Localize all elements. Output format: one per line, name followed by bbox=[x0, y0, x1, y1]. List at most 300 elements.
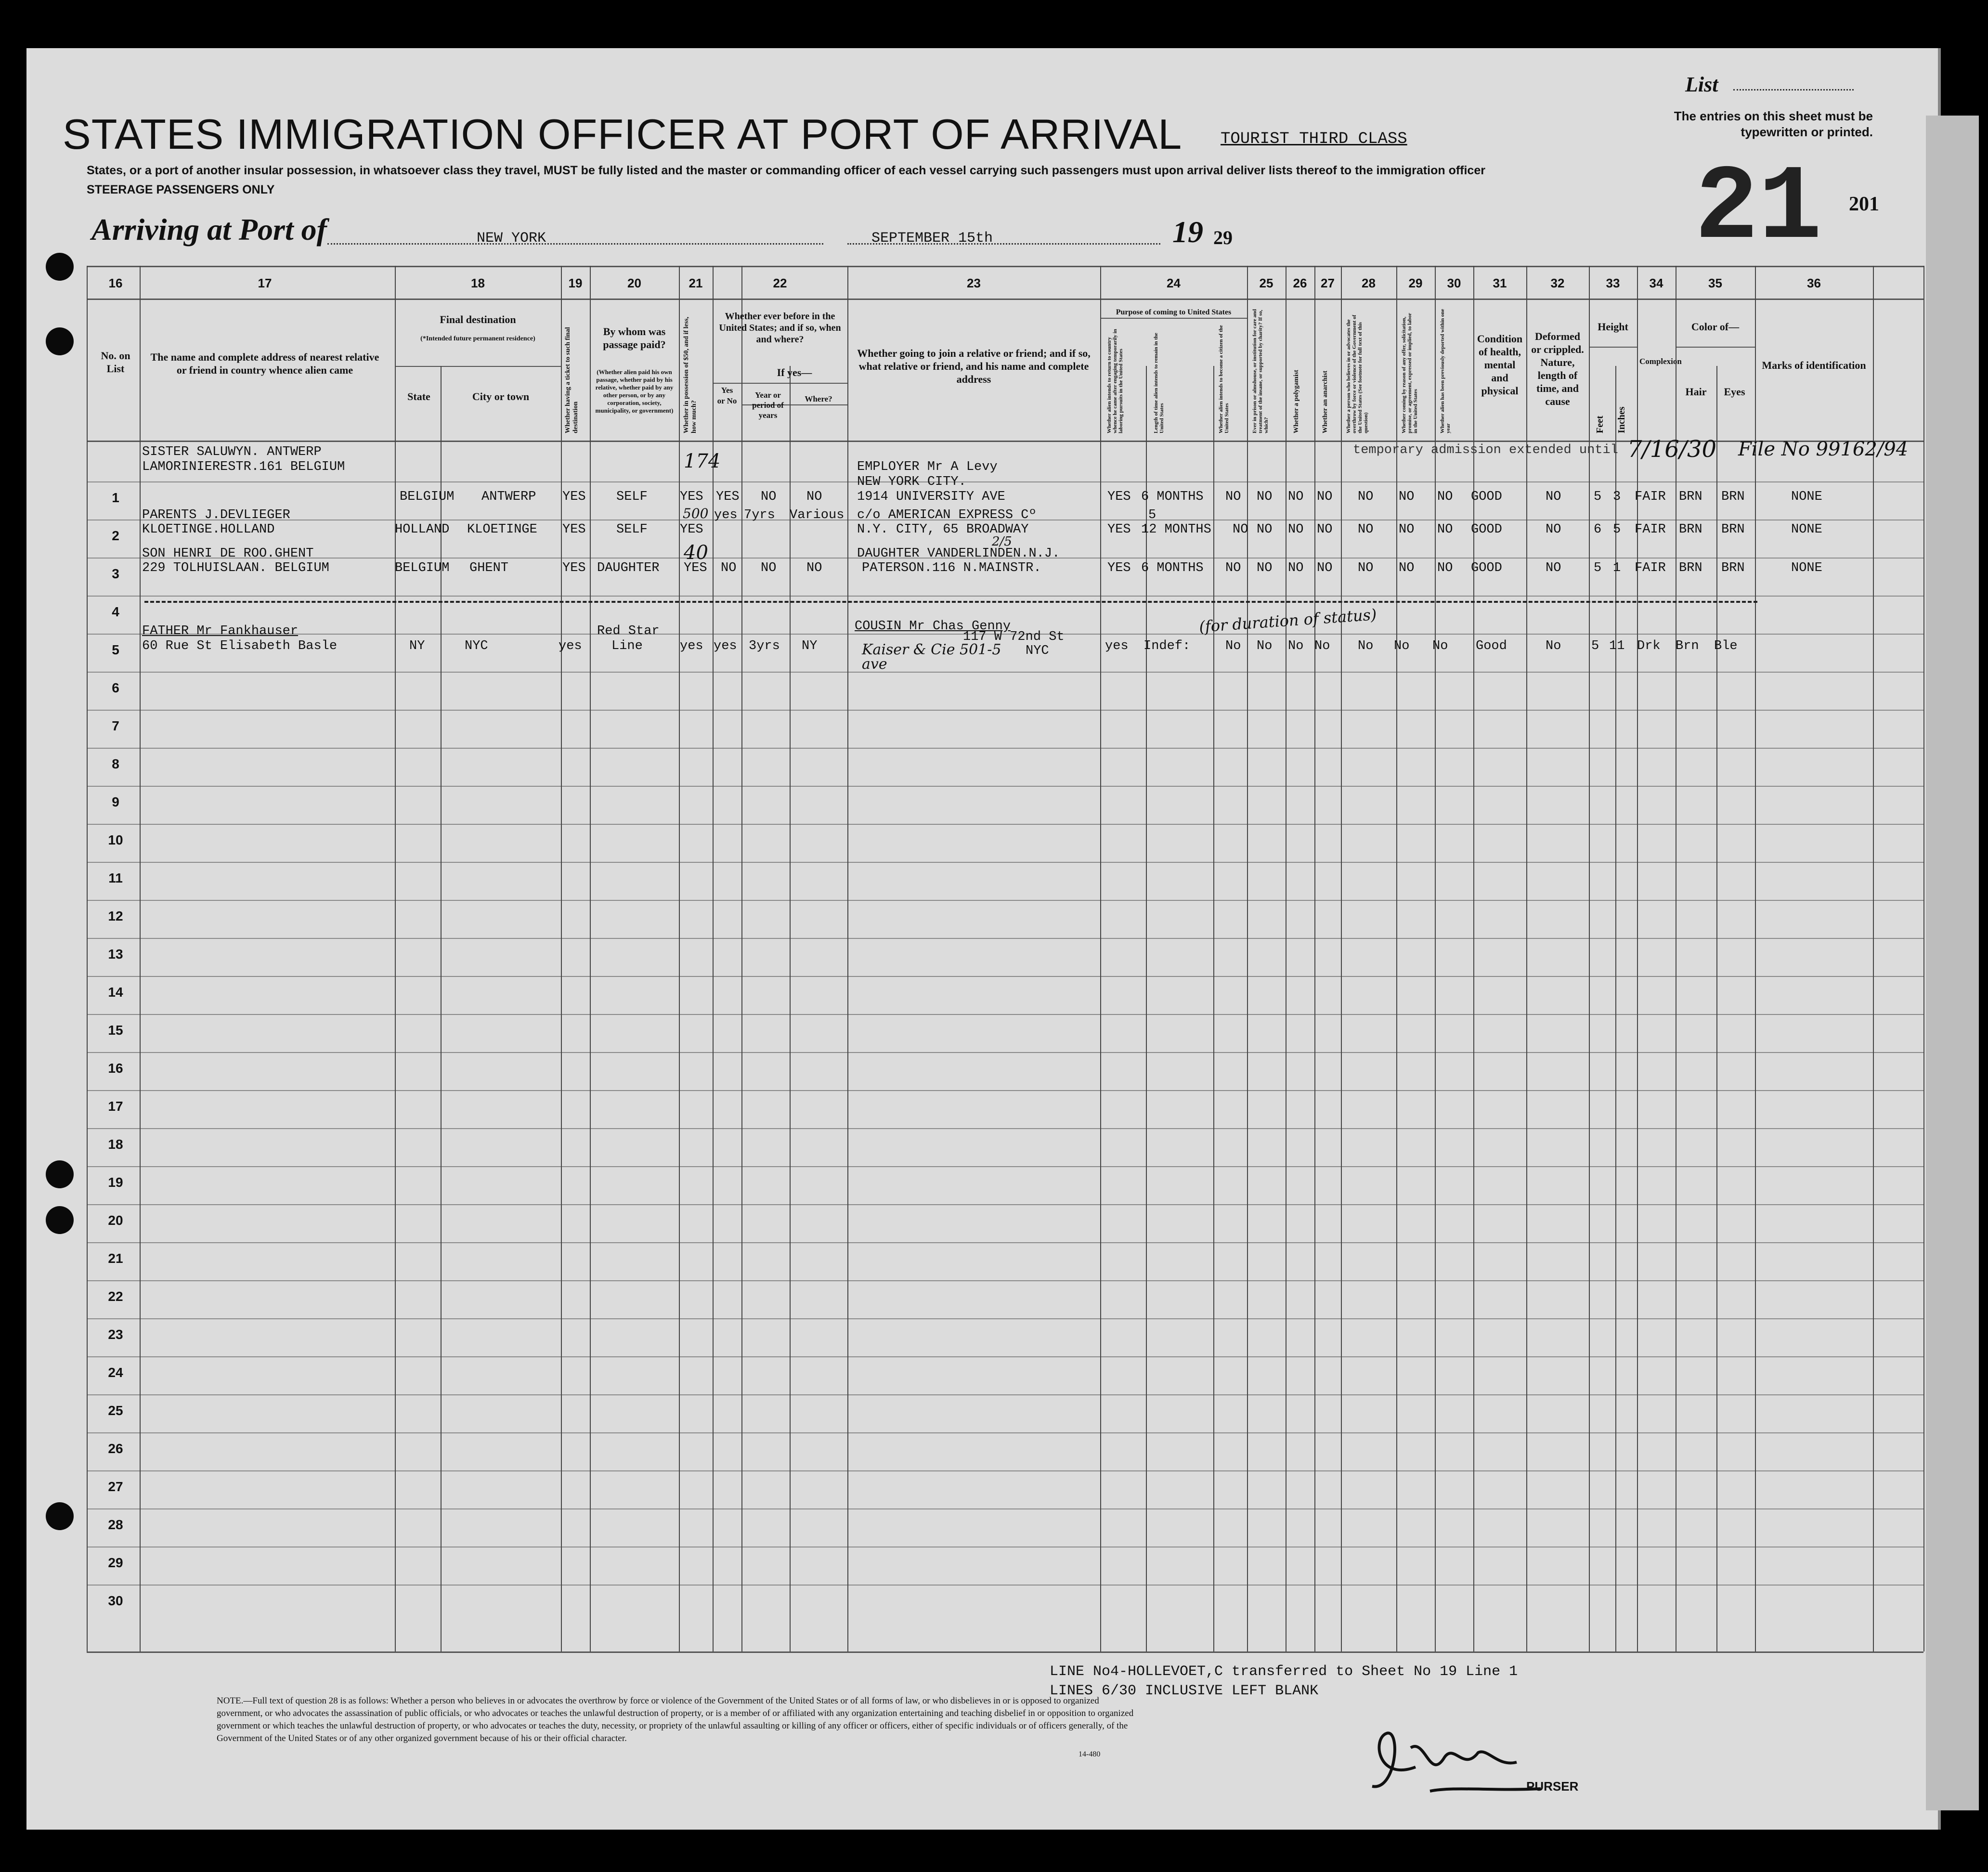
column-number: 26 bbox=[1293, 276, 1307, 290]
row-number: 11 bbox=[108, 871, 123, 885]
row5-deformed: No bbox=[1546, 639, 1561, 653]
row-number: 3 bbox=[112, 566, 119, 581]
header-prison: Ever in prison or almshouse, or institution for care and treatment of the insane, or supported by charity? If so, which? bbox=[1252, 309, 1269, 433]
row2-offer: NO bbox=[1399, 522, 1415, 537]
row2-overthrow: NO bbox=[1358, 522, 1374, 537]
year-prefix: 19 bbox=[1172, 215, 1203, 249]
row-number: 9 bbox=[112, 794, 119, 809]
row3-hair: BRN bbox=[1679, 561, 1702, 575]
form-title: STATES IMMIGRATION OFFICER AT PORT OF ARRIVAL bbox=[63, 110, 1182, 158]
column-rule bbox=[679, 266, 680, 1651]
table-rule bbox=[87, 299, 1923, 300]
row-rule bbox=[87, 672, 1923, 673]
row2-city: KLOETINGE bbox=[467, 522, 537, 537]
row2-ticket: YES bbox=[562, 522, 586, 537]
row-rule bbox=[87, 976, 1923, 977]
row3-polygamist: NO bbox=[1288, 561, 1304, 575]
row2-where: Various bbox=[790, 508, 845, 522]
row1-money: YES bbox=[680, 490, 703, 504]
header-health: Condition of health, mental and physical bbox=[1477, 333, 1523, 397]
row3-state: BELGIUM bbox=[395, 561, 450, 575]
row-number: 15 bbox=[108, 1023, 123, 1038]
temporary-admission-date: 7/16/30 bbox=[1627, 436, 1717, 463]
column-rule bbox=[1341, 266, 1342, 1651]
punch-hole bbox=[46, 1502, 74, 1530]
row-number: 18 bbox=[108, 1137, 123, 1152]
header-rule bbox=[1589, 347, 1637, 348]
row2-eyes: BRN bbox=[1721, 522, 1745, 537]
row5-deported: No bbox=[1432, 639, 1448, 653]
list-label: List bbox=[1685, 73, 1718, 96]
column-number: 19 bbox=[568, 276, 583, 290]
punch-hole bbox=[46, 1160, 74, 1188]
row1-feet: 5 bbox=[1594, 490, 1602, 504]
row5-inches: 11 bbox=[1609, 639, 1625, 653]
table-rule bbox=[87, 266, 1923, 267]
column-rule bbox=[1314, 266, 1315, 1651]
row4-dashed-line bbox=[144, 601, 1757, 603]
row3-relative-line2: 229 TOLHUISLAAN. BELGIUM bbox=[142, 561, 329, 575]
column-rule bbox=[1146, 366, 1147, 1651]
header-color-of: Color of— bbox=[1691, 321, 1740, 333]
column-number: 22 bbox=[773, 276, 787, 290]
row2-deformed: NO bbox=[1546, 522, 1561, 537]
row-number: 1 bbox=[112, 490, 119, 505]
column-rule bbox=[1435, 266, 1436, 1651]
row5-passage-line1: Red Star bbox=[597, 624, 660, 638]
sheet-number: 21 bbox=[1695, 149, 1822, 269]
header-complexion: Complexion bbox=[1639, 357, 1682, 366]
blank-lines-note: LINES 6/30 INCLUSIVE LEFT BLANK bbox=[1050, 1683, 1319, 1699]
row1-where: NO bbox=[806, 490, 822, 504]
row2-marks: NONE bbox=[1791, 522, 1822, 537]
row-rule bbox=[87, 710, 1923, 711]
column-rule bbox=[1755, 266, 1756, 1651]
page-number: 201 bbox=[1849, 193, 1879, 215]
row5-hair: Brn bbox=[1676, 639, 1699, 653]
column-number: 27 bbox=[1321, 276, 1335, 290]
row-rule bbox=[87, 1052, 1923, 1053]
row3-purpose-return: YES bbox=[1107, 561, 1131, 575]
column-rule bbox=[1396, 266, 1397, 1651]
row1-health: GOOD bbox=[1471, 490, 1502, 504]
form-number: 14-480 bbox=[1078, 1750, 1101, 1758]
row3-marks: NONE bbox=[1791, 561, 1822, 575]
row3-overthrow: NO bbox=[1358, 561, 1374, 575]
row5-feet: 5 bbox=[1591, 639, 1599, 653]
row3-prison: NO bbox=[1257, 561, 1273, 575]
row1-inches: 3 bbox=[1613, 490, 1621, 504]
date-value: SEPTEMBER 15th bbox=[871, 230, 993, 247]
row2-before: yes bbox=[714, 508, 738, 522]
row3-purpose-citizen: NO bbox=[1225, 561, 1241, 575]
row1-purpose-citizen: NO bbox=[1225, 490, 1241, 504]
row-number: 4 bbox=[112, 604, 119, 619]
punch-hole bbox=[46, 1206, 74, 1234]
row1-overthrow: NO bbox=[1358, 490, 1374, 504]
row5-health: Good bbox=[1476, 639, 1507, 653]
row3-money-amount: 40 bbox=[684, 542, 708, 564]
row2-relative-line2: KLOETINGE.HOLLAND bbox=[142, 522, 275, 537]
row5-offer: No bbox=[1394, 639, 1410, 653]
row-rule bbox=[87, 900, 1923, 901]
row-number: 14 bbox=[108, 985, 123, 1000]
column-rule bbox=[1716, 366, 1717, 1651]
row-number: 25 bbox=[108, 1403, 123, 1418]
row1-deported: NO bbox=[1437, 490, 1453, 504]
row1-city: ANTWERP bbox=[481, 490, 536, 504]
row5-relative-line1: FATHER Mr Fankhauser bbox=[142, 624, 299, 638]
column-number: 34 bbox=[1649, 276, 1663, 290]
header-passage-note: (Whether alien paid his own passage, whether paid by his relative, whether paid by any other person, or by any corporation, society, municipality, or government) bbox=[595, 368, 674, 414]
year-suffix: 29 bbox=[1213, 227, 1233, 248]
header-final-destination: Final destination bbox=[440, 313, 516, 325]
row1-polygamist: NO bbox=[1288, 490, 1304, 504]
row2-join-extra: 2/5 bbox=[992, 534, 1012, 549]
file-number: File No 99162/94 bbox=[1738, 438, 1909, 460]
steerage-label: STEERAGE PASSENGERS ONLY bbox=[87, 183, 275, 196]
entries-note: The entries on this sheet must be typewritten or printed. bbox=[1674, 109, 1873, 139]
header-purpose-return: Whether alien intends to return to country whence he came after engaging temporarily in laboring pursuits in the United States bbox=[1106, 329, 1124, 433]
column-number: 18 bbox=[471, 276, 485, 290]
row3-before: NO bbox=[721, 561, 737, 575]
column-rule bbox=[87, 266, 88, 1651]
row2-purpose-length: 12 MONTHS bbox=[1141, 522, 1211, 537]
column-number: 21 bbox=[689, 276, 703, 290]
header-height: Height bbox=[1598, 321, 1628, 333]
header-state: State bbox=[407, 390, 430, 403]
row-number: 21 bbox=[108, 1251, 123, 1266]
row-rule bbox=[87, 1470, 1923, 1471]
row-rule bbox=[87, 1166, 1923, 1167]
row-rule bbox=[87, 1280, 1923, 1281]
row5-period: 3yrs bbox=[749, 639, 780, 653]
header-before: Whether ever before in the United States; and if so, when and where? bbox=[719, 311, 841, 345]
row2-passage: SELF bbox=[616, 522, 648, 537]
column-number: 31 bbox=[1493, 276, 1507, 290]
class-label: TOURIST THIRD CLASS bbox=[1221, 130, 1407, 148]
header-eyes: Eyes bbox=[1724, 386, 1745, 398]
row1-deformed: NO bbox=[1546, 490, 1561, 504]
row-number: 10 bbox=[108, 832, 123, 847]
row5-purpose-return: yes bbox=[1105, 639, 1129, 653]
header-where: Where? bbox=[805, 394, 832, 403]
purser-label: PURSER bbox=[1526, 1779, 1579, 1794]
header-marks: Marks of identification bbox=[1762, 359, 1866, 371]
row3-feet: 5 bbox=[1594, 561, 1602, 575]
header-year-period: Year or period of years bbox=[752, 390, 784, 420]
column-number: 36 bbox=[1807, 276, 1821, 290]
row3-deformed: NO bbox=[1546, 561, 1561, 575]
row2-money-amount: 500 bbox=[683, 506, 709, 521]
header-joining: Whether going to join a relative or friend; and if so, what relative or friend, and his name and complete address bbox=[857, 347, 1091, 385]
header-deported: Whether alien has been previously deported within one year bbox=[1440, 309, 1451, 433]
column-number: 24 bbox=[1167, 276, 1181, 290]
column-rule bbox=[140, 266, 141, 1651]
row3-where: NO bbox=[806, 561, 822, 575]
row1-join-line3: 1914 UNIVERSITY AVE bbox=[857, 490, 1005, 504]
row-number: 28 bbox=[108, 1517, 123, 1532]
header-hair: Hair bbox=[1685, 386, 1707, 398]
row-rule bbox=[87, 1014, 1923, 1015]
column-number: 23 bbox=[967, 276, 981, 290]
column-rule bbox=[790, 366, 791, 1651]
row3-ticket: YES bbox=[562, 561, 586, 575]
row5-join-line2: 117 W 72nd St bbox=[963, 630, 1065, 644]
row1-money-amount: 174 bbox=[684, 450, 721, 472]
row2-relative-line1: PARENTS J.DEVLIEGER bbox=[142, 508, 290, 522]
column-number: 17 bbox=[258, 276, 272, 290]
row2-inches: 5 bbox=[1613, 522, 1621, 537]
row-rule bbox=[87, 1242, 1923, 1243]
row5-before: yes bbox=[714, 639, 737, 653]
row2-complexion: FAIR bbox=[1635, 522, 1666, 537]
row-rule bbox=[87, 1318, 1923, 1319]
row5-city: NYC bbox=[465, 639, 488, 653]
row1-prison: NO bbox=[1257, 490, 1273, 504]
row3-eyes: BRN bbox=[1721, 561, 1745, 575]
footnote: NOTE.—Full text of question 28 is as follows: Whether a person who believes in or advocates the overthrow by force or violence of the Government of the United States or of all forms of law, or who disbelieves in or is opposed to organized government, or who advocates the assassination of public officials, or who advocates or teaches the unlawful destruction of property, or is a member of or affiliated with any organization entertaining and teaching disbelief in or opposition to organized government or which teaches the unlawful destruction of property, or who advocates or teaches the duty, necessity, or propriety of the unlawful assaulting or killing of any officer or officers, either of specific individuals or of officers generally, of the Government of the United States or of any other organized government because of his or their official character. bbox=[217, 1696, 1134, 1743]
column-rule bbox=[1615, 366, 1616, 1651]
row-number: 20 bbox=[108, 1213, 123, 1228]
row5-passage-line2: Line bbox=[611, 639, 643, 653]
column-number: 33 bbox=[1606, 276, 1620, 290]
column-rule bbox=[395, 266, 396, 1651]
header-yes-no: Yes or No bbox=[717, 386, 737, 405]
row2-length-extra: 5 bbox=[1148, 508, 1156, 522]
column-rule bbox=[713, 266, 714, 1651]
row-number: 7 bbox=[112, 718, 119, 733]
header-anarchist: Whether an anarchist bbox=[1322, 370, 1329, 433]
row2-hair: BRN bbox=[1679, 522, 1702, 537]
form-instructions: States, or a port of another insular possession, in whatsoever class they travel, MUST be fully listed and the master or commanding officer of each vessel carrying such passengers must upon arrival deliver lists thereof to the immigration officer bbox=[87, 164, 1485, 177]
row-number: 26 bbox=[108, 1441, 123, 1456]
row-rule bbox=[87, 1508, 1923, 1509]
row3-deported: NO bbox=[1437, 561, 1453, 575]
row2-polygamist: NO bbox=[1288, 522, 1304, 537]
transfer-note: LINE No4-HOLLEVOET,C transferred to Sheet No 19 Line 1 bbox=[1050, 1664, 1518, 1680]
row5-money: yes bbox=[680, 639, 703, 653]
column-number: 28 bbox=[1362, 276, 1376, 290]
row3-join-line2: PATERSON.116 N.MAINSTR. bbox=[862, 561, 1041, 575]
row3-money: YES bbox=[684, 561, 707, 575]
row3-offer: NO bbox=[1399, 561, 1415, 575]
row3-passage: DAUGHTER bbox=[597, 561, 660, 575]
row1-purpose-length: 6 MONTHS bbox=[1141, 490, 1204, 504]
column-rule bbox=[441, 366, 442, 1651]
row-rule bbox=[87, 1394, 1923, 1395]
row3-inches: 1 bbox=[1613, 561, 1621, 575]
row5-purpose-citizen: No bbox=[1225, 639, 1241, 653]
row-number: 30 bbox=[108, 1593, 123, 1608]
row5-join-handwritten: Kaiser & Cie 501-5 ave bbox=[862, 641, 1001, 673]
column-rule bbox=[1247, 266, 1248, 1651]
column-rule bbox=[741, 266, 742, 1651]
row-rule bbox=[87, 1356, 1923, 1357]
row5-where: NY bbox=[802, 639, 818, 653]
header-ticket: Whether having a ticket to such final destination bbox=[564, 327, 579, 433]
manifest-sheet bbox=[26, 48, 1941, 1830]
row5-polygamist: No bbox=[1288, 639, 1304, 653]
row-rule bbox=[87, 1585, 1923, 1586]
row1-hair: BRN bbox=[1679, 490, 1702, 504]
row-number: 5 bbox=[112, 642, 119, 657]
column-number: 25 bbox=[1259, 276, 1273, 290]
column-number: 16 bbox=[108, 276, 123, 290]
row5-state: NY bbox=[409, 639, 425, 653]
row-rule bbox=[87, 1204, 1923, 1205]
row-number: 6 bbox=[112, 680, 119, 695]
row1-join-line2: NEW YORK CITY. bbox=[857, 475, 966, 489]
row1-eyes: BRN bbox=[1721, 490, 1745, 504]
row1-offer: NO bbox=[1399, 490, 1415, 504]
row-rule bbox=[87, 824, 1923, 825]
column-rule bbox=[1873, 266, 1874, 1651]
column-number: 29 bbox=[1408, 276, 1423, 290]
column-rule bbox=[561, 266, 562, 1651]
column-rule bbox=[1526, 266, 1527, 1651]
row-number: 2 bbox=[112, 528, 119, 543]
row5-prison: No bbox=[1257, 639, 1273, 653]
row1-relative-line2: LAMORINIERESTR.161 BELGIUM bbox=[142, 460, 345, 474]
header-money: Whether in possession of $50, and if less, how much? bbox=[683, 316, 698, 433]
row2-join-line1: c/o AMERICAN EXPRESS Cº bbox=[857, 508, 1037, 522]
row1-join-line1: EMPLOYER Mr A Levy bbox=[857, 460, 998, 474]
row-number: 16 bbox=[108, 1061, 123, 1076]
row5-relative-line2: 60 Rue St Elisabeth Basle bbox=[142, 639, 338, 653]
header-final-destination-note: (*Intended future permanent residence) bbox=[420, 335, 535, 342]
row2-period: 7yrs bbox=[744, 508, 775, 522]
row5-purpose-length: Indef: bbox=[1143, 639, 1191, 653]
row5-join-line3: NYC bbox=[1026, 644, 1049, 658]
row2-health: GOOD bbox=[1471, 522, 1502, 537]
header-deformed: Deformed or crippled. Nature, length of time, and cause bbox=[1531, 330, 1584, 407]
row-rule bbox=[87, 596, 1923, 597]
row1-passage: SELF bbox=[616, 490, 648, 504]
row1-marks: NONE bbox=[1791, 490, 1822, 504]
column-number: 35 bbox=[1708, 276, 1722, 290]
row1-relative-line1: SISTER SALUWYN. ANTWERP bbox=[142, 445, 322, 459]
column-rule bbox=[1637, 266, 1638, 1651]
column-rule bbox=[1589, 266, 1590, 1651]
row3-purpose-length: 6 MONTHS bbox=[1141, 561, 1204, 575]
row2-deported: NO bbox=[1437, 522, 1453, 537]
punch-hole bbox=[46, 253, 74, 281]
row-number: 22 bbox=[108, 1289, 123, 1304]
row-number: 17 bbox=[108, 1099, 123, 1114]
header-polygamist: Whether a polygamist bbox=[1293, 370, 1300, 433]
row1-state: BELGIUM bbox=[400, 490, 455, 504]
row-number: 23 bbox=[108, 1327, 123, 1342]
row-rule bbox=[87, 1432, 1923, 1433]
temporary-admission-note: temporary admission extended until bbox=[1353, 443, 1618, 457]
row-number: 13 bbox=[108, 947, 123, 962]
header-passage: By whom was passage paid? bbox=[603, 325, 666, 351]
row5-complexion: Drk bbox=[1637, 639, 1661, 653]
row3-complexion: FAIR bbox=[1635, 561, 1666, 575]
header-feet: Feet bbox=[1595, 416, 1605, 433]
header-inches: Inches bbox=[1616, 406, 1627, 433]
header-city: City or town bbox=[472, 390, 530, 403]
row5-eyes: Ble bbox=[1714, 639, 1738, 653]
row5-overthrow: No bbox=[1358, 639, 1374, 653]
table-rule bbox=[87, 1651, 1923, 1653]
header-rule bbox=[713, 383, 847, 384]
row2-anarchist: NO bbox=[1317, 522, 1333, 537]
row1-before: YES bbox=[716, 490, 740, 504]
header-if-yes: If yes— bbox=[777, 366, 812, 378]
row1-period: NO bbox=[761, 490, 777, 504]
punch-hole bbox=[46, 327, 74, 355]
port-line bbox=[327, 243, 823, 245]
list-blank-line bbox=[1733, 89, 1854, 91]
column-rule bbox=[1100, 266, 1101, 1651]
row-rule bbox=[87, 1090, 1923, 1091]
column-rule bbox=[1473, 266, 1474, 1651]
row2-join-line2: N.Y. CITY, 65 BROADWAY bbox=[857, 522, 1029, 537]
row1-ticket: YES bbox=[562, 490, 586, 504]
column-rule bbox=[1923, 266, 1924, 1651]
header-rule bbox=[1676, 347, 1755, 348]
underlying-sheet-edge bbox=[1926, 116, 1979, 1810]
row-rule bbox=[87, 748, 1923, 749]
row-rule bbox=[87, 481, 1923, 482]
column-rule bbox=[847, 266, 848, 1651]
row3-health: GOOD bbox=[1471, 561, 1502, 575]
row3-city: GHENT bbox=[469, 561, 509, 575]
row3-join-line1: DAUGHTER VANDERLINDEN.N.J. bbox=[857, 546, 1060, 561]
column-number: 30 bbox=[1447, 276, 1461, 290]
row2-purpose-citizen: NO bbox=[1233, 522, 1248, 537]
header-rule bbox=[395, 366, 561, 367]
row-number: 12 bbox=[108, 909, 123, 923]
port-value: NEW YORK bbox=[477, 230, 546, 247]
row1-anarchist: NO bbox=[1317, 490, 1333, 504]
row-rule bbox=[87, 938, 1923, 939]
header-purpose: Purpose of coming to United States bbox=[1116, 308, 1232, 316]
column-number: 32 bbox=[1550, 276, 1565, 290]
arriving-label: Arriving at Port of bbox=[91, 212, 327, 247]
row-number: 27 bbox=[108, 1479, 123, 1494]
row3-relative-line1: SON HENRI DE ROO.GHENT bbox=[142, 546, 314, 561]
row-number: 29 bbox=[108, 1555, 123, 1570]
row1-complexion: FAIR bbox=[1635, 490, 1666, 504]
header-offer: Whether coming by reason of any offer, solicitation, promise, or agreement, expressed or implied, to labor in the United States bbox=[1401, 313, 1418, 433]
row-number: 19 bbox=[108, 1175, 123, 1190]
row1-purpose-return: YES bbox=[1107, 490, 1131, 504]
row-number: 8 bbox=[112, 756, 119, 771]
header-purpose-citizen: Whether alien intends to become a citizen of the United States bbox=[1218, 325, 1230, 433]
row3-anarchist: NO bbox=[1317, 561, 1333, 575]
row5-anarchist: No bbox=[1314, 639, 1330, 653]
row-rule bbox=[87, 786, 1923, 787]
row2-feet: 6 bbox=[1594, 522, 1602, 537]
row2-purpose-return: YES bbox=[1107, 522, 1131, 537]
row2-money: YES bbox=[680, 522, 703, 537]
header-no-on-list: No. on List bbox=[101, 350, 130, 375]
column-rule bbox=[590, 266, 591, 1651]
header-relative: The name and complete address of nearest relative or friend in country whence alien came bbox=[150, 351, 379, 376]
row-number: 24 bbox=[108, 1365, 123, 1380]
row-rule bbox=[87, 862, 1923, 863]
row5-ticket: yes bbox=[559, 639, 582, 653]
row-rule bbox=[87, 1128, 1923, 1129]
row2-prison: NO bbox=[1257, 522, 1273, 537]
header-overthrow: Whether a person who believes in or advocates the overthrow by force or violence of the Government of the United States (See footnote for full text of this question) bbox=[1346, 314, 1369, 433]
column-number: 20 bbox=[627, 276, 641, 290]
row5-purpose-handwritten: (for duration of status) bbox=[1198, 605, 1377, 636]
header-purpose-length: Length of time alien intends to remain in the United States bbox=[1153, 333, 1165, 433]
